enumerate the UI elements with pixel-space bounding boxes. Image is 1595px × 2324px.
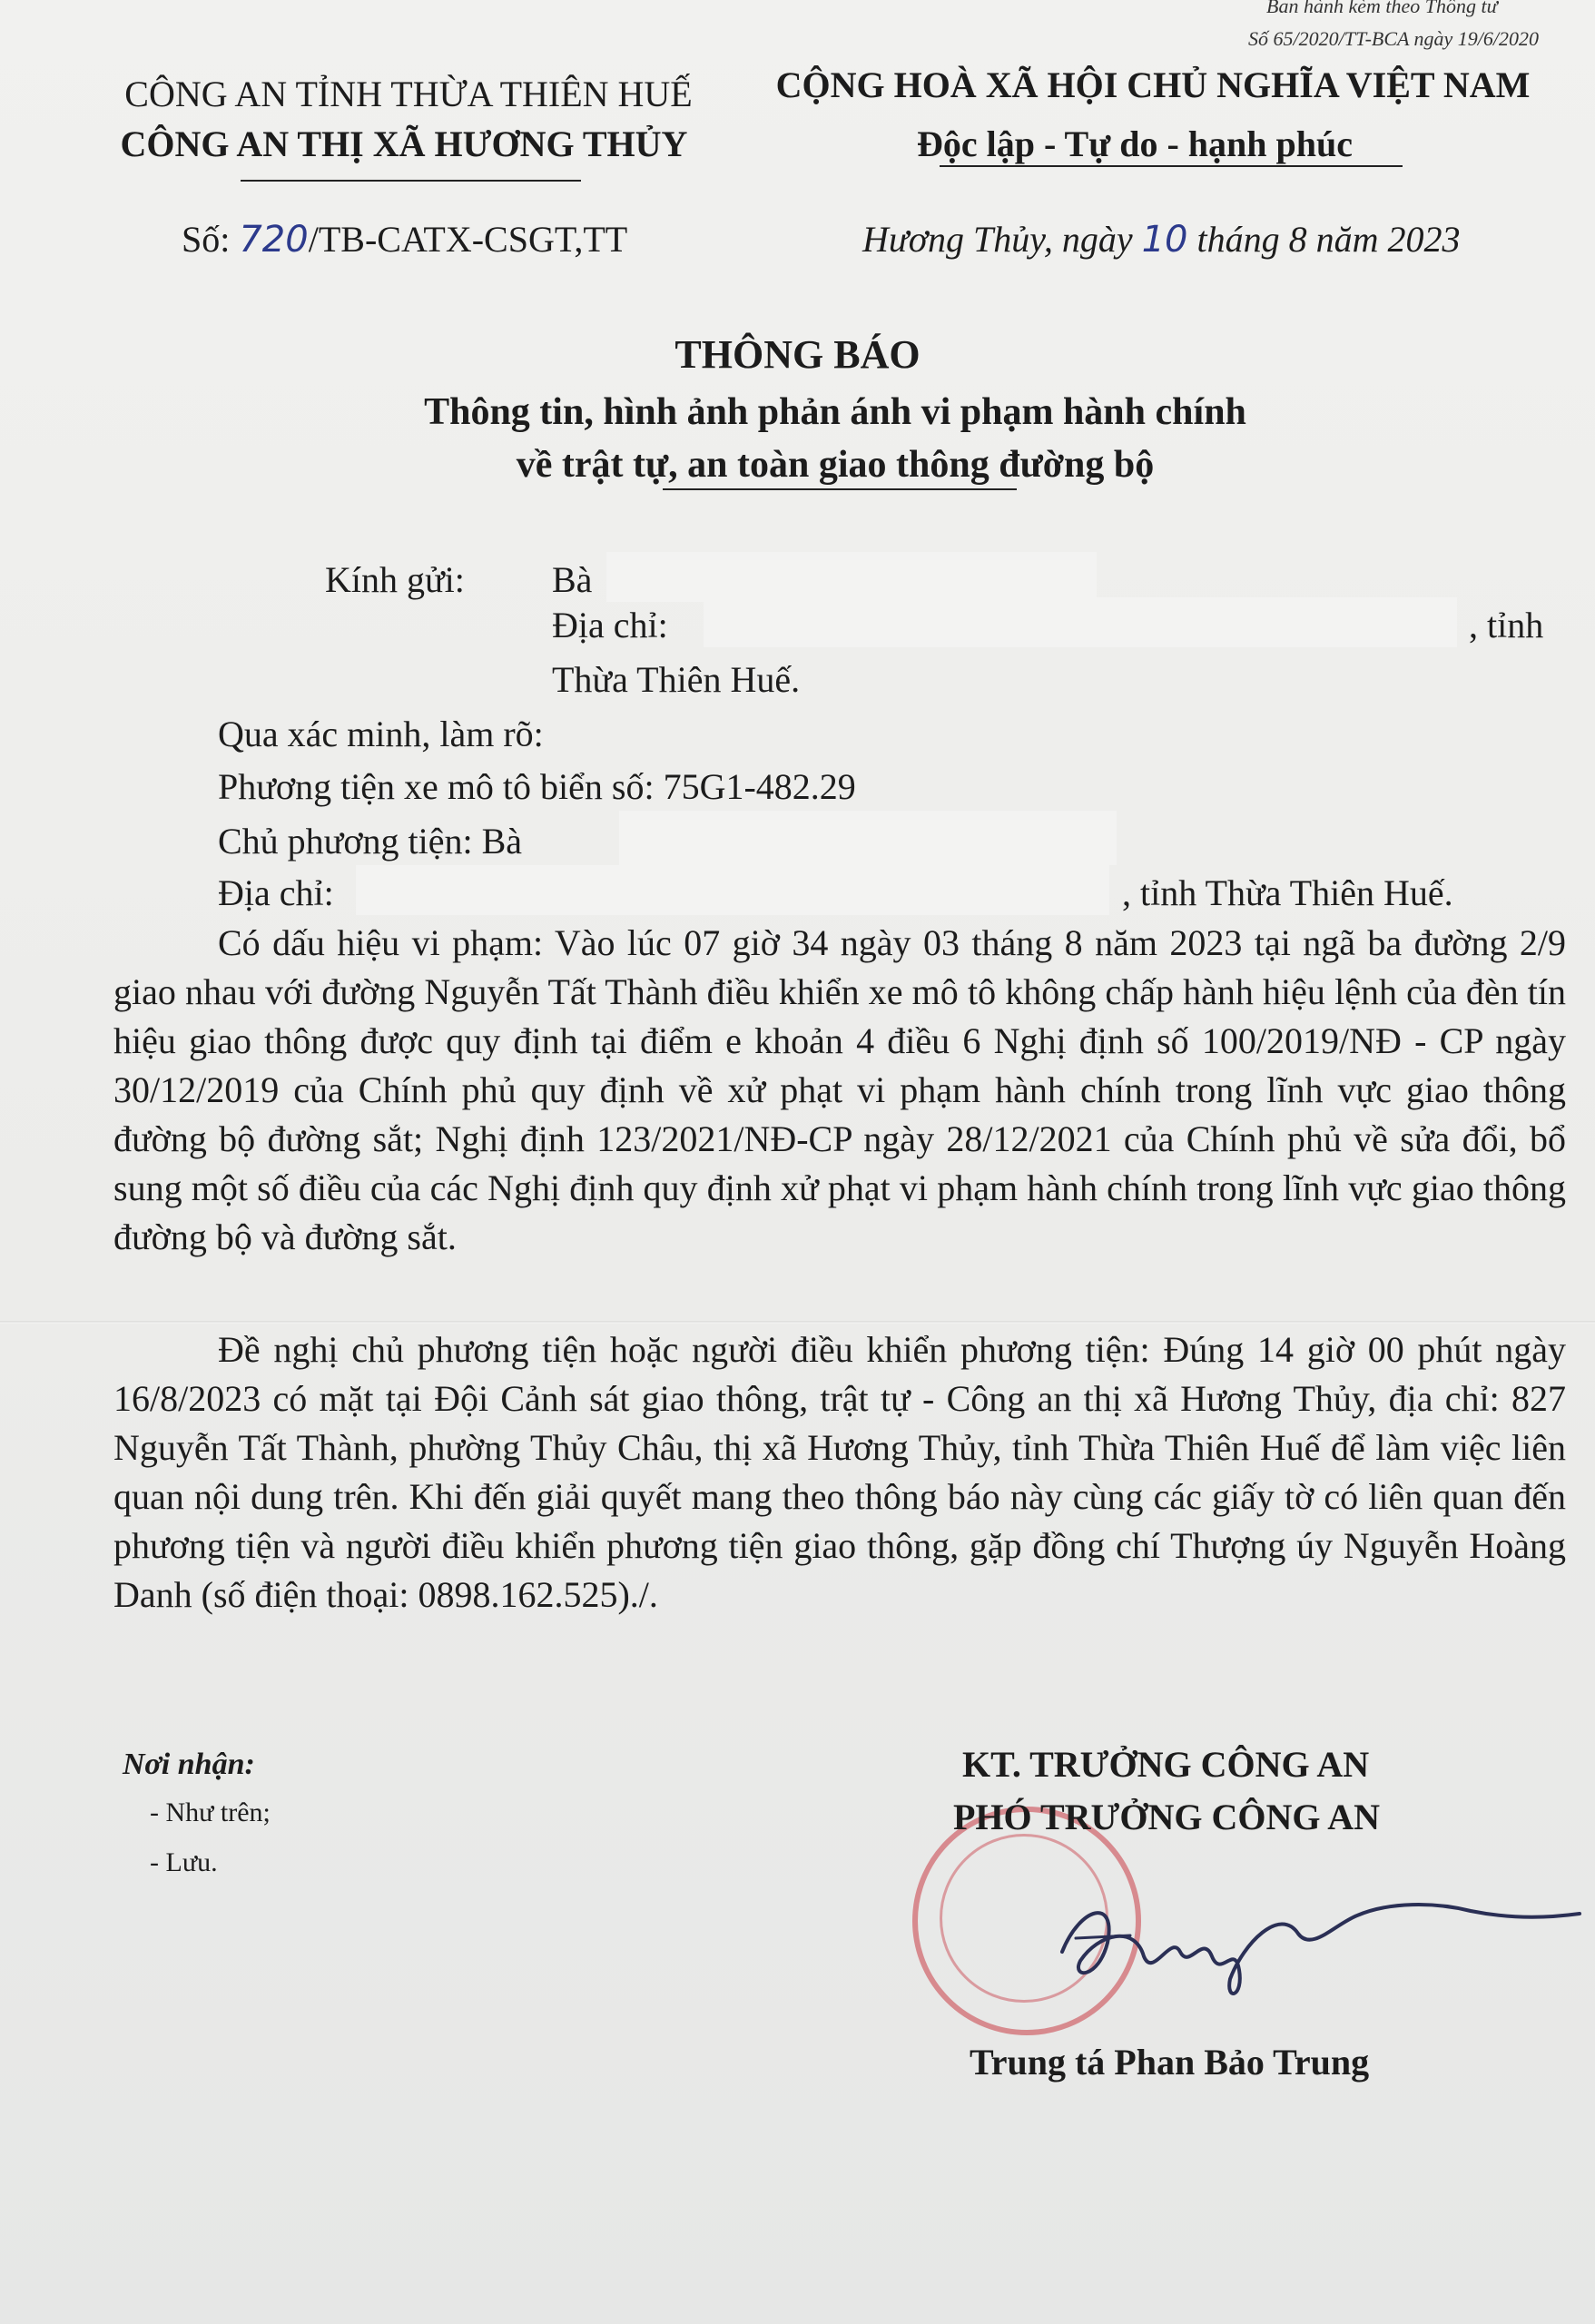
request-paragraph	[113, 1325, 1566, 1620]
document-subject-line-2: về trật tự, an toàn giao thông đường bộ	[516, 444, 1155, 486]
verification-heading: Qua xác minh, làm rõ:	[218, 714, 544, 754]
national-motto: Độc lập - Tự do - hạnh phúc	[916, 123, 1354, 164]
top-note-2: Số 65/2020/TT-BCA ngày 19/6/2020	[1248, 27, 1540, 50]
motto-underline	[940, 165, 1403, 167]
violation-text: Có dấu hiệu vi phạm: Vào lúc 07 giờ 34 ngày 03 tháng 8 năm 2023 tại ngã ba đường 2/9 giao nhau với đường Nguyễn Tất Thành điều khiển xe mô tô không chấp hành hiệu lệnh của đèn tín hiệu giao thông được quy định tại điểm e khoản 4 điều 6 Nghị định số 100/2019/NĐ - CP ngày 30/12/2019 của Chính phủ quy định về xử phạt vi phạm hành chính trong lĩnh vực giao thông đường bộ đường sắt; Nghị định 123/2021/NĐ-CP ngày 28/12/2021 của Chính phủ về sửa đổi, bổ sung một số điều của các Nghị định quy định xử phạt vi phạm hành chính trong lĩnh vực giao thông đường bộ và đường sắt.	[113, 922, 1566, 1257]
place-date	[862, 218, 1461, 261]
recipients-item-1: - Như trên;	[150, 1797, 271, 1827]
issuer-underline	[241, 180, 581, 182]
recipients-item-2: - Lưu.	[150, 1847, 218, 1877]
recipients-heading: Nơi nhận:	[123, 1748, 255, 1781]
subject-underline	[663, 488, 1017, 490]
owner-address-province: , tỉnh Thừa Thiên Huế.	[1122, 872, 1453, 913]
number-suffix: /TB-CATX-CSGT,TT	[308, 219, 628, 260]
issuer-name: CÔNG AN THỊ XÃ HƯƠNG THỦY	[120, 123, 688, 164]
redaction-recipient-name	[606, 552, 1097, 602]
signature-image	[1044, 1870, 1589, 2006]
recipient-label: Kính gửi:	[325, 559, 465, 600]
vehicle-plate-line: Phương tiện xe mô tô biển số: 75G1-482.29	[218, 766, 856, 807]
signer-title-1: KT. TRƯỞNG CÔNG AN	[962, 1744, 1370, 1785]
recipient-name: Bà	[552, 559, 593, 600]
redaction-owner-address	[356, 865, 1109, 915]
issuer-parent: CÔNG AN TỈNH THỪA THIÊN HUẾ	[124, 74, 693, 114]
owner-address-label: Địa chỉ:	[218, 872, 334, 913]
recipient-address-province: , tỉnh	[1469, 605, 1544, 645]
top-note-1: Ban hành kèm theo Thông tư	[1266, 0, 1498, 17]
national-title: CỘNG HOÀ XÃ HỘI CHỦ NGHĨA VIỆT NAM	[775, 64, 1531, 105]
paper-fold-line	[0, 1321, 1595, 1324]
redaction-recipient-address	[704, 597, 1457, 647]
number-prefix: Số:	[182, 219, 240, 260]
date-day-handwritten: 10	[1141, 219, 1188, 261]
redaction-owner-name	[619, 811, 1117, 865]
document-type-title: THÔNG BÁO	[674, 332, 921, 377]
date-prefix: Hương Thủy, ngày	[862, 219, 1142, 260]
document-number	[182, 218, 627, 261]
recipient-address-line-2: Thừa Thiên Huế.	[552, 659, 801, 700]
violation-paragraph	[113, 919, 1566, 1262]
request-text: Đề nghị chủ phương tiện hoặc người điều khiển phương tiện: Đúng 14 giờ 00 phút ngày 16/8/2023 có mặt tại Đội Cảnh sát giao thông, trật tự - Công an thị xã Hương Thủy, địa chỉ: 827 Nguyễn Tất Thành, phường Thủy Châu, thị xã Hương Thủy, tỉnh Thừa Thiên Huế để làm việc liên quan nội dung trên. Khi đến giải quyết mang theo thông báo này cùng các giấy tờ có liên quan đến phương tiện và người điều khiển phương tiện giao thông, gặp đồng chí Thượng úy Nguyễn Hoàng Danh (số điện thoại: 0898.162.525)./.	[113, 1329, 1566, 1615]
number-handwritten: 720	[239, 219, 309, 261]
signer-title-2: PHÓ TRƯỞNG CÔNG AN	[953, 1797, 1381, 1837]
recipient-address-label: Địa chỉ:	[552, 605, 668, 645]
document-subject-line-1: Thông tin, hình ảnh phản ánh vi phạm hành chính	[424, 391, 1246, 433]
signer-name: Trung tá Phan Bảo Trung	[970, 2042, 1370, 2083]
vehicle-owner-line: Chủ phương tiện: Bà	[218, 821, 523, 862]
date-suffix: tháng 8 năm 2023	[1187, 219, 1461, 260]
